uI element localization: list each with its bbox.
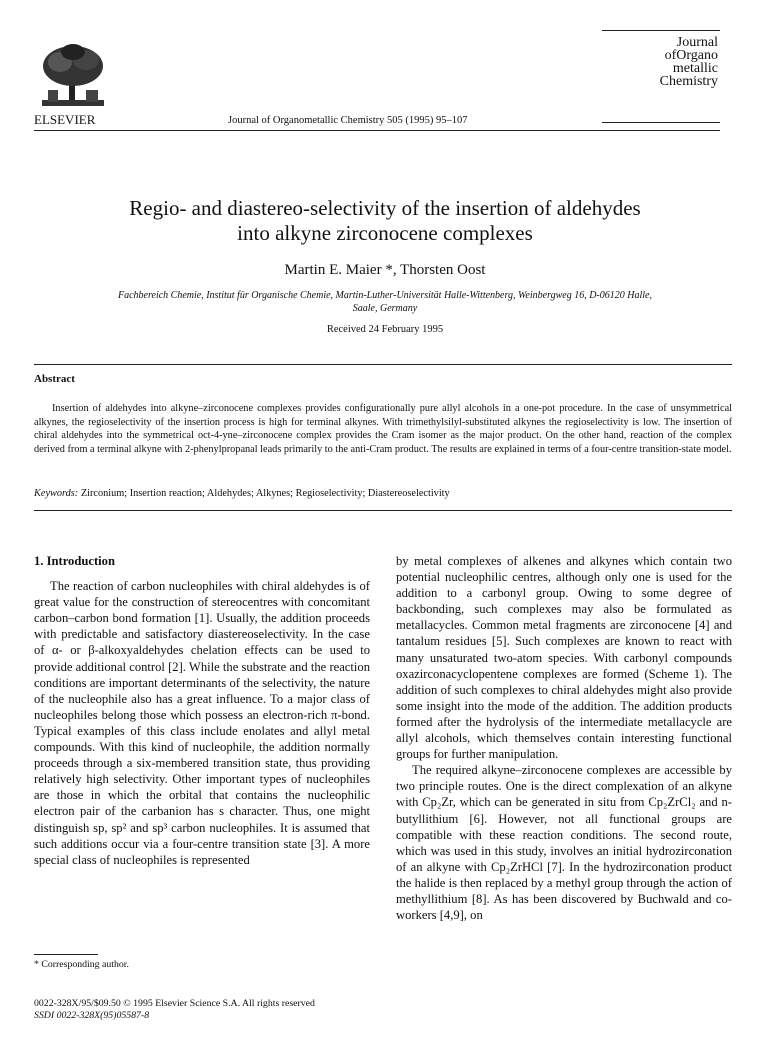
- keywords-list: Zirconium; Insertion reaction; Aldehydes; Alkynes; Regioselectivity; Diastereoselectivity: [80, 488, 450, 499]
- affiliation-line: Saale, Germany: [352, 303, 418, 314]
- received-date: Received 24 February 1995: [326, 324, 444, 335]
- logo-rule-top: [602, 30, 720, 31]
- footnote: * Corresponding author.: [34, 959, 129, 970]
- ssdi-line: SSDI 0022-328X(95)05587-8: [34, 1010, 150, 1021]
- body-paragraph: The reaction of carbon nucleophiles with chiral aldehydes is of great value for the construction of stereocentres with concomitant carbon–carbon bond formation [1]. Usually, the addition proceeds with predictable and satisfactory diastereoselectivity. In the case of α- or β-alkoxyaldehydes chelation effects can be used to provide additional control [2]. While the substrate and the reaction conditions are important determinants of the selectivity, the nature of the nucleophile also has a great influence. To a major class of nucleophiles belong those which possess an electron-rich π-bond. Typical examples of this class include enolates and allyl metal compounds. With this kind of nucleophile, the addition normally proceeds through a six-membered transition state, thus providing relatively high selectivity. Other important types of nucleophiles are those in which the orbital that contains the nucleophilic electron pair of the carbanion has s character. Thus, one might distinguish sp, sp² and sp³ carbon nucleophiles. It is assumed that such additions occur via a four-centre transition state [3]. A more special class of nucleophiles is represented: [34, 579, 370, 867]
- left-column: [34, 553, 370, 868]
- journal-logo-line: metallic: [672, 61, 718, 76]
- abstract-heading: Abstract: [34, 373, 75, 385]
- body-paragraph: The required alkyne–zirconocene complexes are accessible by two principle routes. One is the direct complexation of an alkyne with Cp₂Zr, which can be generated in situ from Cp₂ZrCl₂ and n-butyllithium [6]. However, not all functional groups are compatible with these reaction conditions. The second route, which was used in this study, involves an initial hydrozirconation of an alkyne with Cp₂ZrHCl [7]. In the hydrozirconation product the halide is then replaced by a methyl group through the action of methyllithium [8]. As has been discovered by Buchwald and co-workers [4,9], on: [396, 763, 732, 923]
- section-heading: 1. Introduction: [34, 554, 115, 568]
- elsevier-tree-logo: [36, 42, 110, 112]
- right-column: [396, 553, 732, 923]
- title-line: Regio- and diastereo-selectivity of the insertion of aldehydes: [129, 196, 641, 220]
- abstract-text: Insertion of aldehydes into alkyne–zirconocene complexes provides configurationally pure allyl alcohols in a one-pot procedure. In the case of unsymmetrical alkynes, the regioselectivity of the insertion process is high for terminal alkynes. With trimethylsilyl-substituted alkynes the regioselectivity is low. The insertion of chiral aldehydes into the symmetrical oct-4-yne–zirconocene complex provides the Cram isomer as the major product. On the other hand, reaction of the complex derived from a terminal alkyne with 2-phenylpropanal leads primarily to the anti-Cram product. The results are explained in terms of a four-centre transition-state model.: [34, 403, 732, 455]
- footer: [34, 998, 315, 1022]
- title-line: into alkyne zirconocene complexes: [237, 221, 533, 245]
- journal-logo: [606, 36, 718, 88]
- affiliation-line: Fachbereich Chemie, Institut für Organische Chemie, Martin-Luther-Universität Halle-Wittenberg, Weinbergweg 16, D-06120 Halle,: [118, 290, 652, 301]
- affiliation: [60, 289, 710, 315]
- footnote-rule: [34, 954, 98, 955]
- abstract-rule-top: [34, 364, 732, 365]
- keywords-label: Keywords:: [34, 488, 79, 499]
- header-rule: [34, 130, 720, 131]
- journal-citation: Journal of Organometallic Chemistry 505 (1995) 95–107: [228, 115, 468, 126]
- article-title: [40, 196, 730, 246]
- abstract-rule-bottom: [34, 510, 732, 511]
- logo-rule-bottom: [602, 122, 720, 123]
- keywords: [34, 488, 732, 499]
- body-paragraph: by metal complexes of alkenes and alkynes which contain two potential nucleophilic centres, although only one is used for the addition to a carbonyl group. Owing to some degree of backbonding, such complexes may also be formulated as metallacycles. Common metal fragments are zirconocene [4] and tantalum residues [5]. Such complexes are known to react with many unsaturated two-atom species. With carbonyl compounds oxazirconacyclopentene complexes are formed (Scheme 1). The addition of such complexes to chiral aldehydes might also provide some insight into the mode of the addition. The addition products formed after the hydrolysis of the intermediate metallacycle are allyl alcohols, which themselves contain interesting functional groups for further manipulation.: [396, 554, 732, 762]
- publisher-name: ELSEVIER: [34, 112, 96, 127]
- journal-logo-line: ofOrgano: [664, 48, 718, 63]
- authors: Martin E. Maier *, Thorsten Oost: [284, 262, 486, 278]
- journal-logo-line: Journal: [676, 35, 718, 50]
- journal-logo-line: Chemistry: [659, 74, 718, 89]
- copyright-line: 0022-328X/95/$09.50 © 1995 Elsevier Science S.A. All rights reserved: [34, 998, 315, 1009]
